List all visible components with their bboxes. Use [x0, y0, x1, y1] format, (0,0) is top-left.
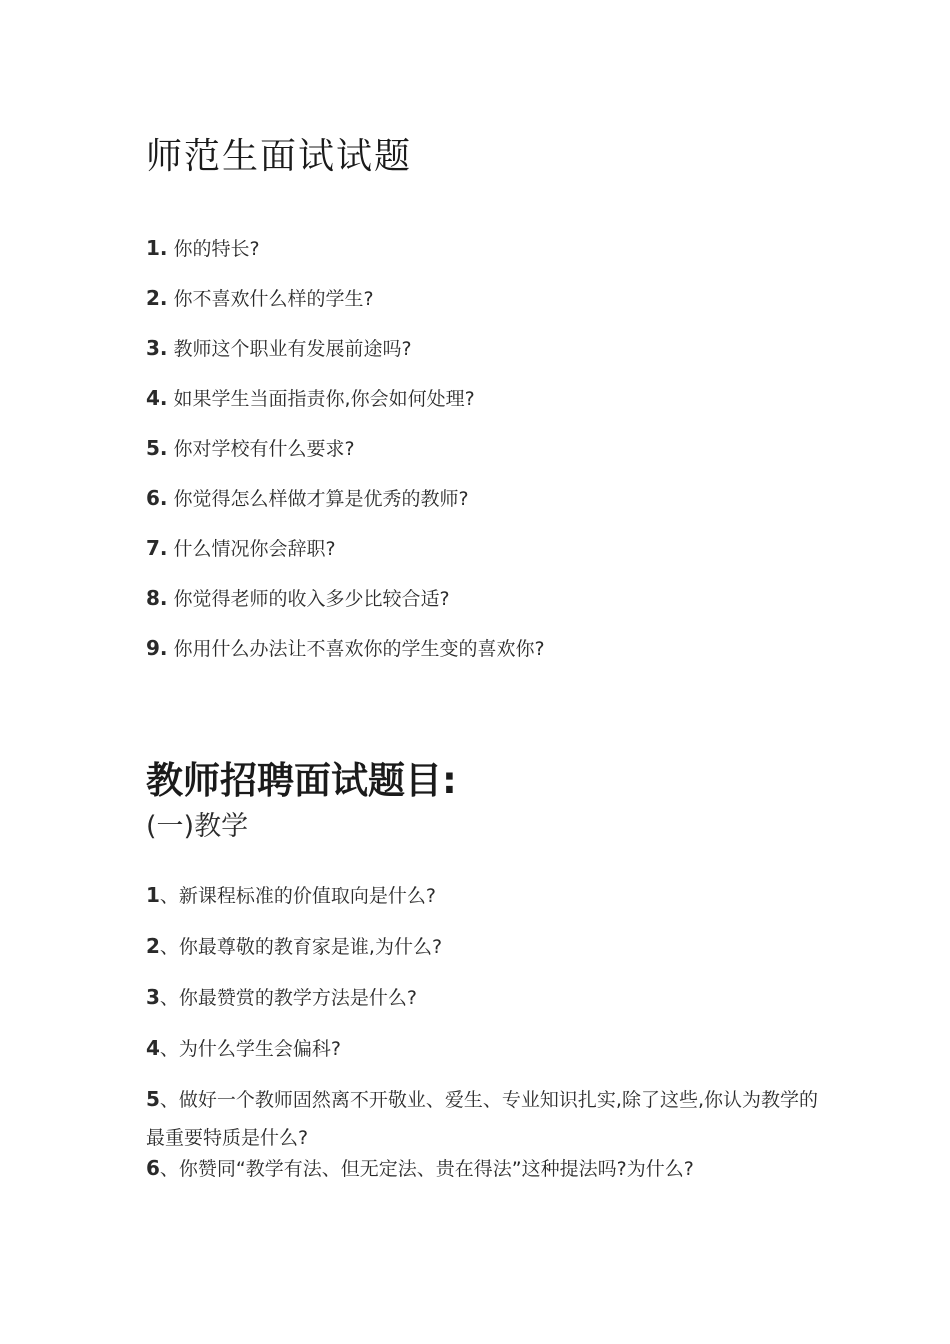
list-item [146, 583, 545, 633]
list-item [146, 1080, 826, 1157]
list-item [146, 982, 826, 1013]
list-item [146, 1153, 826, 1184]
question-number: 5. [146, 436, 168, 460]
question-text: 如果学生当面指责你,你会如何处理? [167, 388, 475, 410]
question-text: 什么情况你会辞职? [167, 538, 336, 560]
question-text: 、为什么学生会偏科? [159, 1038, 342, 1060]
question-text: 、做好一个教师固然离不开敬业、爱生、专业知识扎实,除了这些,你认为教学的最重要特质是什么? [146, 1089, 819, 1149]
question-number: 3. [146, 336, 168, 360]
list-item [146, 931, 826, 962]
list-item [146, 333, 545, 383]
question-number: 2 [146, 934, 160, 958]
question-list-part2 [146, 880, 826, 1204]
section-heading: 教师招聘面试题目: [146, 759, 457, 802]
question-number: 5 [146, 1087, 160, 1111]
list-item [146, 383, 545, 433]
question-text: 你觉得老师的收入多少比较合适? [167, 588, 450, 610]
list-item [146, 433, 545, 483]
question-number: 6. [146, 486, 168, 510]
question-text: 、你赞同“教学有法、但无定法、贵在得法”这种提法吗?为什么? [159, 1158, 694, 1180]
question-text: 你不喜欢什么样的学生? [167, 288, 374, 310]
question-text: 、新课程标准的价值取向是什么? [159, 885, 437, 907]
question-text: 、你最尊敬的教育家是谁,为什么? [159, 936, 443, 958]
question-number: 4 [146, 1036, 160, 1060]
list-item [146, 233, 545, 283]
question-number: 4. [146, 386, 168, 410]
question-number: 9. [146, 636, 168, 660]
question-text: 你觉得怎么样做才算是优秀的教师? [167, 488, 469, 510]
question-number: 8. [146, 586, 168, 610]
list-item [146, 880, 826, 911]
list-item [146, 483, 545, 533]
section-subheading: (一)教学 [146, 811, 249, 842]
question-text: 教师这个职业有发展前途吗? [167, 338, 412, 360]
question-number: 3 [146, 985, 160, 1009]
question-text: 你对学校有什么要求? [167, 438, 355, 460]
list-item [146, 1033, 826, 1064]
question-number: 1. [146, 236, 168, 260]
question-number: 7. [146, 536, 168, 560]
question-number: 6 [146, 1156, 160, 1180]
question-text: 你的特长? [167, 238, 260, 260]
list-item [146, 283, 545, 333]
list-item [146, 633, 545, 683]
document-title: 师范生面试试题 [146, 136, 413, 177]
list-item [146, 533, 545, 583]
question-list-part1 [146, 233, 545, 683]
question-number: 2. [146, 286, 168, 310]
question-text: 、你最赞赏的教学方法是什么? [159, 987, 418, 1009]
question-text: 你用什么办法让不喜欢你的学生变的喜欢你? [167, 638, 545, 660]
question-number: 1 [146, 883, 160, 907]
